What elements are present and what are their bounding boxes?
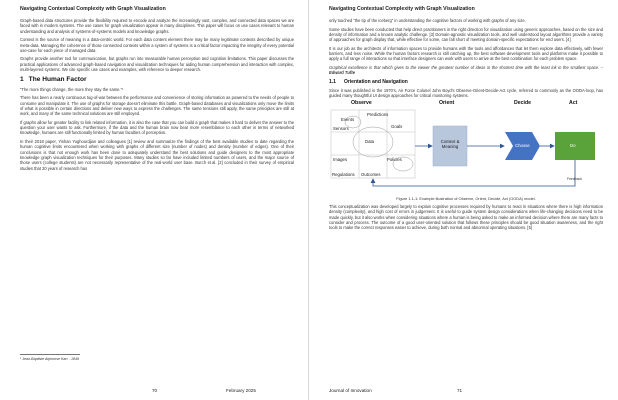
paragraph: There has been a nearly continuous tug-of-war between the performance and convenience of storing information as powered to the needs of people to consume and manipulate it. The use of graphs for storage doesn’t eliminate this battle. Graph-based databases and visualizations only move the limits of what is possible in certain directions and deliver new ways to express the challenges. The same tensions still apply, the same principles are still at work, and many of the same technical solutions are still employed. — [20, 95, 294, 117]
observe-item: Sensors — [333, 125, 349, 131]
observe-circles — [345, 116, 413, 171]
decide-label: Choose — [515, 142, 530, 148]
running-head: Navigating Contextual Complexity with Graph Visualization — [329, 6, 475, 12]
quote-author: Edward Tufte — [329, 70, 355, 76]
section-title: The Human Factor — [28, 75, 87, 83]
paragraph: Graph-based data structures provide the flexibility required to encode and analyze the increasingly vast, complex, and connected data spaces we are faced with in modern systems. The use cases for graph visualization appear in many disciplines. This paper will focus on use cases relevant to human understanding and analysis of systems-of-systems models and knowledge graphs. — [20, 18, 294, 34]
ooda-figure — [329, 99, 603, 194]
section-heading — [20, 76, 294, 84]
epigraph: “The more things change, the more they stay the same.”¹ — [20, 86, 124, 92]
observe-item: Data — [365, 138, 375, 144]
paragraph: Since it was published in the 1970’s, Air Force Colonel John Boyd’s Observe-Orient-Decide-Act cycle, referred to commonly as the OODA-loop, has guided many thoughtful UI design approaches for critical monitoring systems. — [329, 87, 603, 99]
page-number: 71 — [457, 388, 463, 393]
section-number: 1 — [20, 75, 24, 83]
figure-caption: Figure 1.1-1: Example illustration of Observe, Orient, Decide, Act (OODA) model. — [396, 195, 536, 201]
subsection-heading — [329, 79, 603, 85]
observe-item: Policies — [387, 156, 402, 162]
orient-label: Context & Meaning — [440, 138, 460, 150]
stage-orient: Orient — [439, 99, 455, 106]
footnote: ¹ Jean-Baptiste Alphonse Karr - 1849 — [20, 357, 79, 361]
paragraph: It is our job as the architects of information spaces to provide humans with the tools and affordances that let them explore data effectively, with fewer barriers, and less noise. While the human factors research is still catching up, the best software development tools and platforms make it possible to apply a full range of interactions so that interface designers can work with users to arrive at the best combination for each problem space. — [329, 45, 603, 62]
right-page — [309, 0, 618, 400]
stage-decide: Decide — [514, 99, 532, 106]
footer-journal: Journal of Innovation — [329, 388, 372, 393]
paragraph: only touched “the tip of the iceberg” in understanding the cognitive factors of working with graphs of any size. — [329, 18, 526, 23]
observe-item: Predictions — [367, 111, 389, 117]
left-body — [20, 18, 294, 174]
observe-item: Regulations — [332, 171, 355, 177]
observe-item: Events — [341, 116, 355, 122]
paragraph: Graphs provide another tool for communication, but graphs run into measurable human perception and cognition limitations. This paper discusses the practical applications of advanced graph-based navigation and visualization techniques for aiding human comprehension and interaction with complex, multi-layered systems. We cite specific use cases and examples, with reference to deeper research. — [20, 56, 294, 73]
paragraph: If graphs allow for greater facility to link related information, it is also the case that you can build a graph that makes it hard to deliver the answer to the question your user wants to ask. Furthermore, if the data and the human brain now bear more resemblance to each other in terms of networked knowledge, humans are still functionally limited by human faculties of perception. — [20, 119, 294, 136]
paragraph: This conceptualization was developed largely to explain cognitive processes required by humans to react in situations where there is high information density (complexity), and high cost of errors in judgement. It is useful to guide system design considerations when life-changing decisions need to be made quickly, but it also works when considering situations where a human is being asked to make an informed decision where there are many facts to consider and process. The outcome of a good user-oriented solution that follows these principles should be good situation awareness, and the right tools to make the correct responses easier to achieve, during both normal and abnormal operating situations. [5] — [329, 204, 603, 231]
subsection-title: Orientation and Navigation — [343, 78, 408, 85]
feedback-label: Feedback — [567, 176, 582, 181]
observe-item: Goals — [391, 123, 403, 129]
stage-observe: Observe — [351, 99, 372, 106]
stage-act: Act — [569, 99, 578, 106]
observe-item: Images — [333, 156, 348, 162]
observe-item: Outcomes — [361, 171, 381, 177]
running-head: Navigating Contextual Complexity with Graph Visualization — [20, 6, 166, 12]
pull-quote — [329, 65, 603, 76]
act-label: Do — [570, 142, 576, 148]
footer-date: February 2025 — [226, 388, 256, 393]
subsection-number: 1.1 — [329, 78, 336, 85]
paragraph: Some studies have been conducted that help direct practitioners in the right direction for visualization using generic approaches, based on the size and density of information and a known analytic challenge. [3] Domain-agnostic visualization tools, and well understood layout algorithms provide a variety of approaches for graph display that, while effective for some, can fall short of meeting domain-specific expectations for end users. [4] — [329, 26, 603, 43]
paragraph: Context is the source of meaning in a data-centric world. For each data content element there may be many legitimate contexts described by unique meta-data. Managing the coherence of those connected contexts within a system of systems is a critical factor impacting the integrity of every potential use-case for each piece of managed data. — [20, 37, 294, 53]
footnote-rule — [20, 354, 80, 355]
quote-text: Graphical excellence is that which gives to the viewer the greatest number of ideas in the shortest time with the least ink in the smallest space. – — [329, 64, 603, 70]
page-number: 70 — [152, 388, 158, 393]
right-body — [329, 18, 603, 234]
paragraph: In their 2018 paper, Yishan Yoghourdjian and colleagues [1] review and summarize the findings of the best available studies to date regarding the human cognitive limits encountered when working with graphs of different size (number of nodes) and density (number of edges). One of their conclusions is that not enough work has been done to adequately understand the best solutions and guide designers to the most appropriate knowledge graph visualization techniques for their purposes. Many studies so far have included limited numbers of users, and the major source of those users (college students) are not necessarily representative of the real-world user base. Burch et.al. [2] concluded in their survey of empirical studies that 20 years of research has — [20, 138, 294, 171]
feedback-loop — [373, 160, 575, 186]
